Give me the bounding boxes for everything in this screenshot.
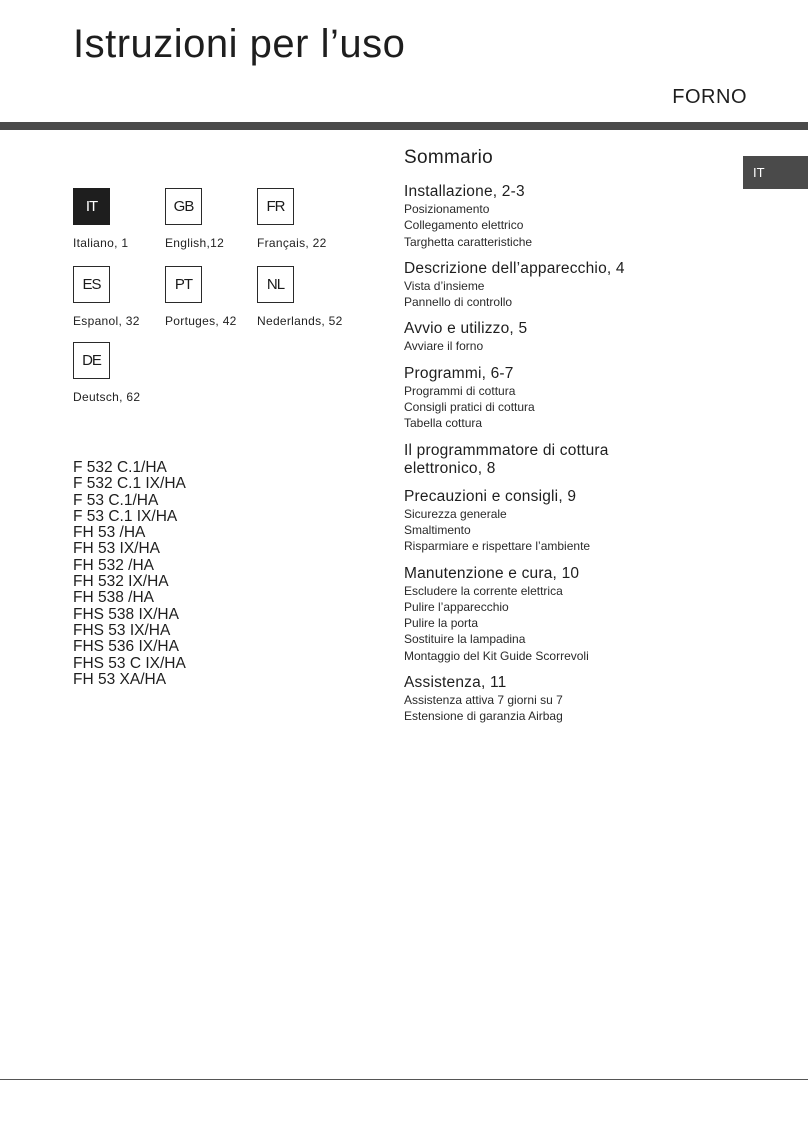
language-code-box: FR	[257, 188, 294, 225]
footer-rule	[0, 1079, 808, 1080]
language-label: Deutsch, 62	[73, 390, 141, 404]
model-item: FH 532 /HA	[73, 556, 154, 574]
toc-item[interactable]: Risparmiare e rispettare l’ambiente	[404, 539, 591, 554]
toc-item[interactable]: Montaggio del Kit Guide Scorrevoli	[404, 648, 589, 663]
model-item: F 53 C.1/HA	[73, 491, 159, 509]
toc-item[interactable]: Pulire la porta	[404, 616, 479, 631]
model-item: FHS 538 IX/HA	[73, 605, 179, 623]
table-of-contents	[404, 147, 734, 735]
language-label: Italiano, 1	[73, 236, 129, 250]
language-code-box: IT	[73, 188, 110, 225]
toc-section-title[interactable]: Avvio e utilizzo, 5	[404, 320, 528, 338]
model-item: F 53 C.1 IX/HA	[73, 507, 178, 525]
language-label: Portuges, 42	[165, 314, 237, 328]
toc-section-title[interactable]: Manutenzione e cura, 10	[404, 564, 580, 582]
toc-item[interactable]: Smaltimento	[404, 522, 471, 537]
toc-section-title[interactable]: Assistenza, 11	[404, 674, 507, 692]
language-entry-nl[interactable]	[257, 266, 357, 328]
language-code-box: ES	[73, 266, 110, 303]
language-entry-es[interactable]	[73, 266, 173, 328]
toc-section-manutenzione	[404, 565, 734, 664]
language-label: Espanol, 32	[73, 314, 140, 328]
toc-section-title[interactable]: Descrizione dell’apparecchio, 4	[404, 259, 625, 277]
toc-heading: Sommario	[404, 147, 493, 168]
toc-item[interactable]: Assistenza attiva 7 giorni su 7	[404, 693, 563, 708]
page-title: Istruzioni per l’uso	[73, 22, 406, 66]
model-item: FH 53 IX/HA	[73, 540, 160, 558]
language-code-box: PT	[165, 266, 202, 303]
model-list	[73, 460, 186, 688]
language-code-box: GB	[165, 188, 202, 225]
toc-section-title[interactable]: Programmi, 6-7	[404, 364, 514, 382]
language-label: Nederlands, 52	[257, 314, 343, 328]
toc-item[interactable]: Tabella cottura	[404, 416, 483, 431]
language-entry-fr[interactable]	[257, 188, 357, 250]
toc-item[interactable]: Posizionamento	[404, 202, 490, 216]
toc-section-title-continued[interactable]: elettronico, 8	[404, 459, 496, 477]
toc-item[interactable]: Pannello di controllo	[404, 295, 513, 310]
model-item: FHS 53 C IX/HA	[73, 654, 186, 672]
toc-item[interactable]: Sostituire la lampadina	[404, 632, 526, 647]
toc-section-title[interactable]: Installazione, 2-3	[404, 183, 525, 200]
language-code-box: DE	[73, 342, 110, 379]
toc-item[interactable]: Pulire l’apparecchio	[404, 599, 509, 614]
toc-item[interactable]: Collegamento elettrico	[404, 218, 524, 233]
toc-item[interactable]: Escludere la corrente elettrica	[404, 583, 563, 598]
toc-section-programmi	[404, 365, 734, 432]
toc-section-title[interactable]: Precauzioni e consigli, 9	[404, 487, 577, 505]
language-entry-de[interactable]	[73, 342, 173, 404]
toc-section-avvio	[404, 320, 734, 354]
model-item: FH 53 XA/HA	[73, 670, 167, 688]
language-label: English,12	[165, 236, 225, 250]
model-item: FHS 53 IX/HA	[73, 621, 171, 639]
language-entry-gb[interactable]	[165, 188, 265, 250]
toc-item[interactable]: Consigli pratici di cottura	[404, 400, 535, 415]
toc-item[interactable]: Avviare il forno	[404, 339, 484, 354]
toc-section-assistenza	[404, 674, 734, 725]
model-item: F 532 C.1/HA	[73, 459, 167, 476]
language-code-box: NL	[257, 266, 294, 303]
toc-item[interactable]: Sicurezza generale	[404, 506, 507, 521]
model-item: FH 538 /HA	[73, 589, 154, 607]
model-item: FH 53 /HA	[73, 524, 146, 542]
product-type: FORNO	[672, 86, 747, 108]
language-entry-pt[interactable]	[165, 266, 265, 328]
toc-section-title[interactable]: Il programmmatore di cottura	[404, 441, 609, 459]
toc-item[interactable]: Programmi di cottura	[404, 383, 516, 398]
toc-item[interactable]: Estensione di garanzia Airbag	[404, 709, 563, 724]
toc-item[interactable]: Vista d’insieme	[404, 278, 485, 293]
toc-section-programmatore	[404, 442, 734, 478]
model-item: FH 532 IX/HA	[73, 573, 169, 591]
toc-section-installazione	[404, 183, 734, 250]
model-item: F 532 C.1 IX/HA	[73, 475, 186, 493]
language-tab: IT	[743, 156, 808, 189]
model-item: FHS 536 IX/HA	[73, 638, 179, 656]
toc-section-precauzioni	[404, 488, 734, 555]
toc-section-descrizione	[404, 260, 734, 311]
header-rule	[0, 122, 808, 130]
language-label: Français, 22	[257, 236, 327, 250]
toc-item[interactable]: Targhetta caratteristiche	[404, 234, 533, 249]
language-entry-it[interactable]	[73, 188, 173, 250]
